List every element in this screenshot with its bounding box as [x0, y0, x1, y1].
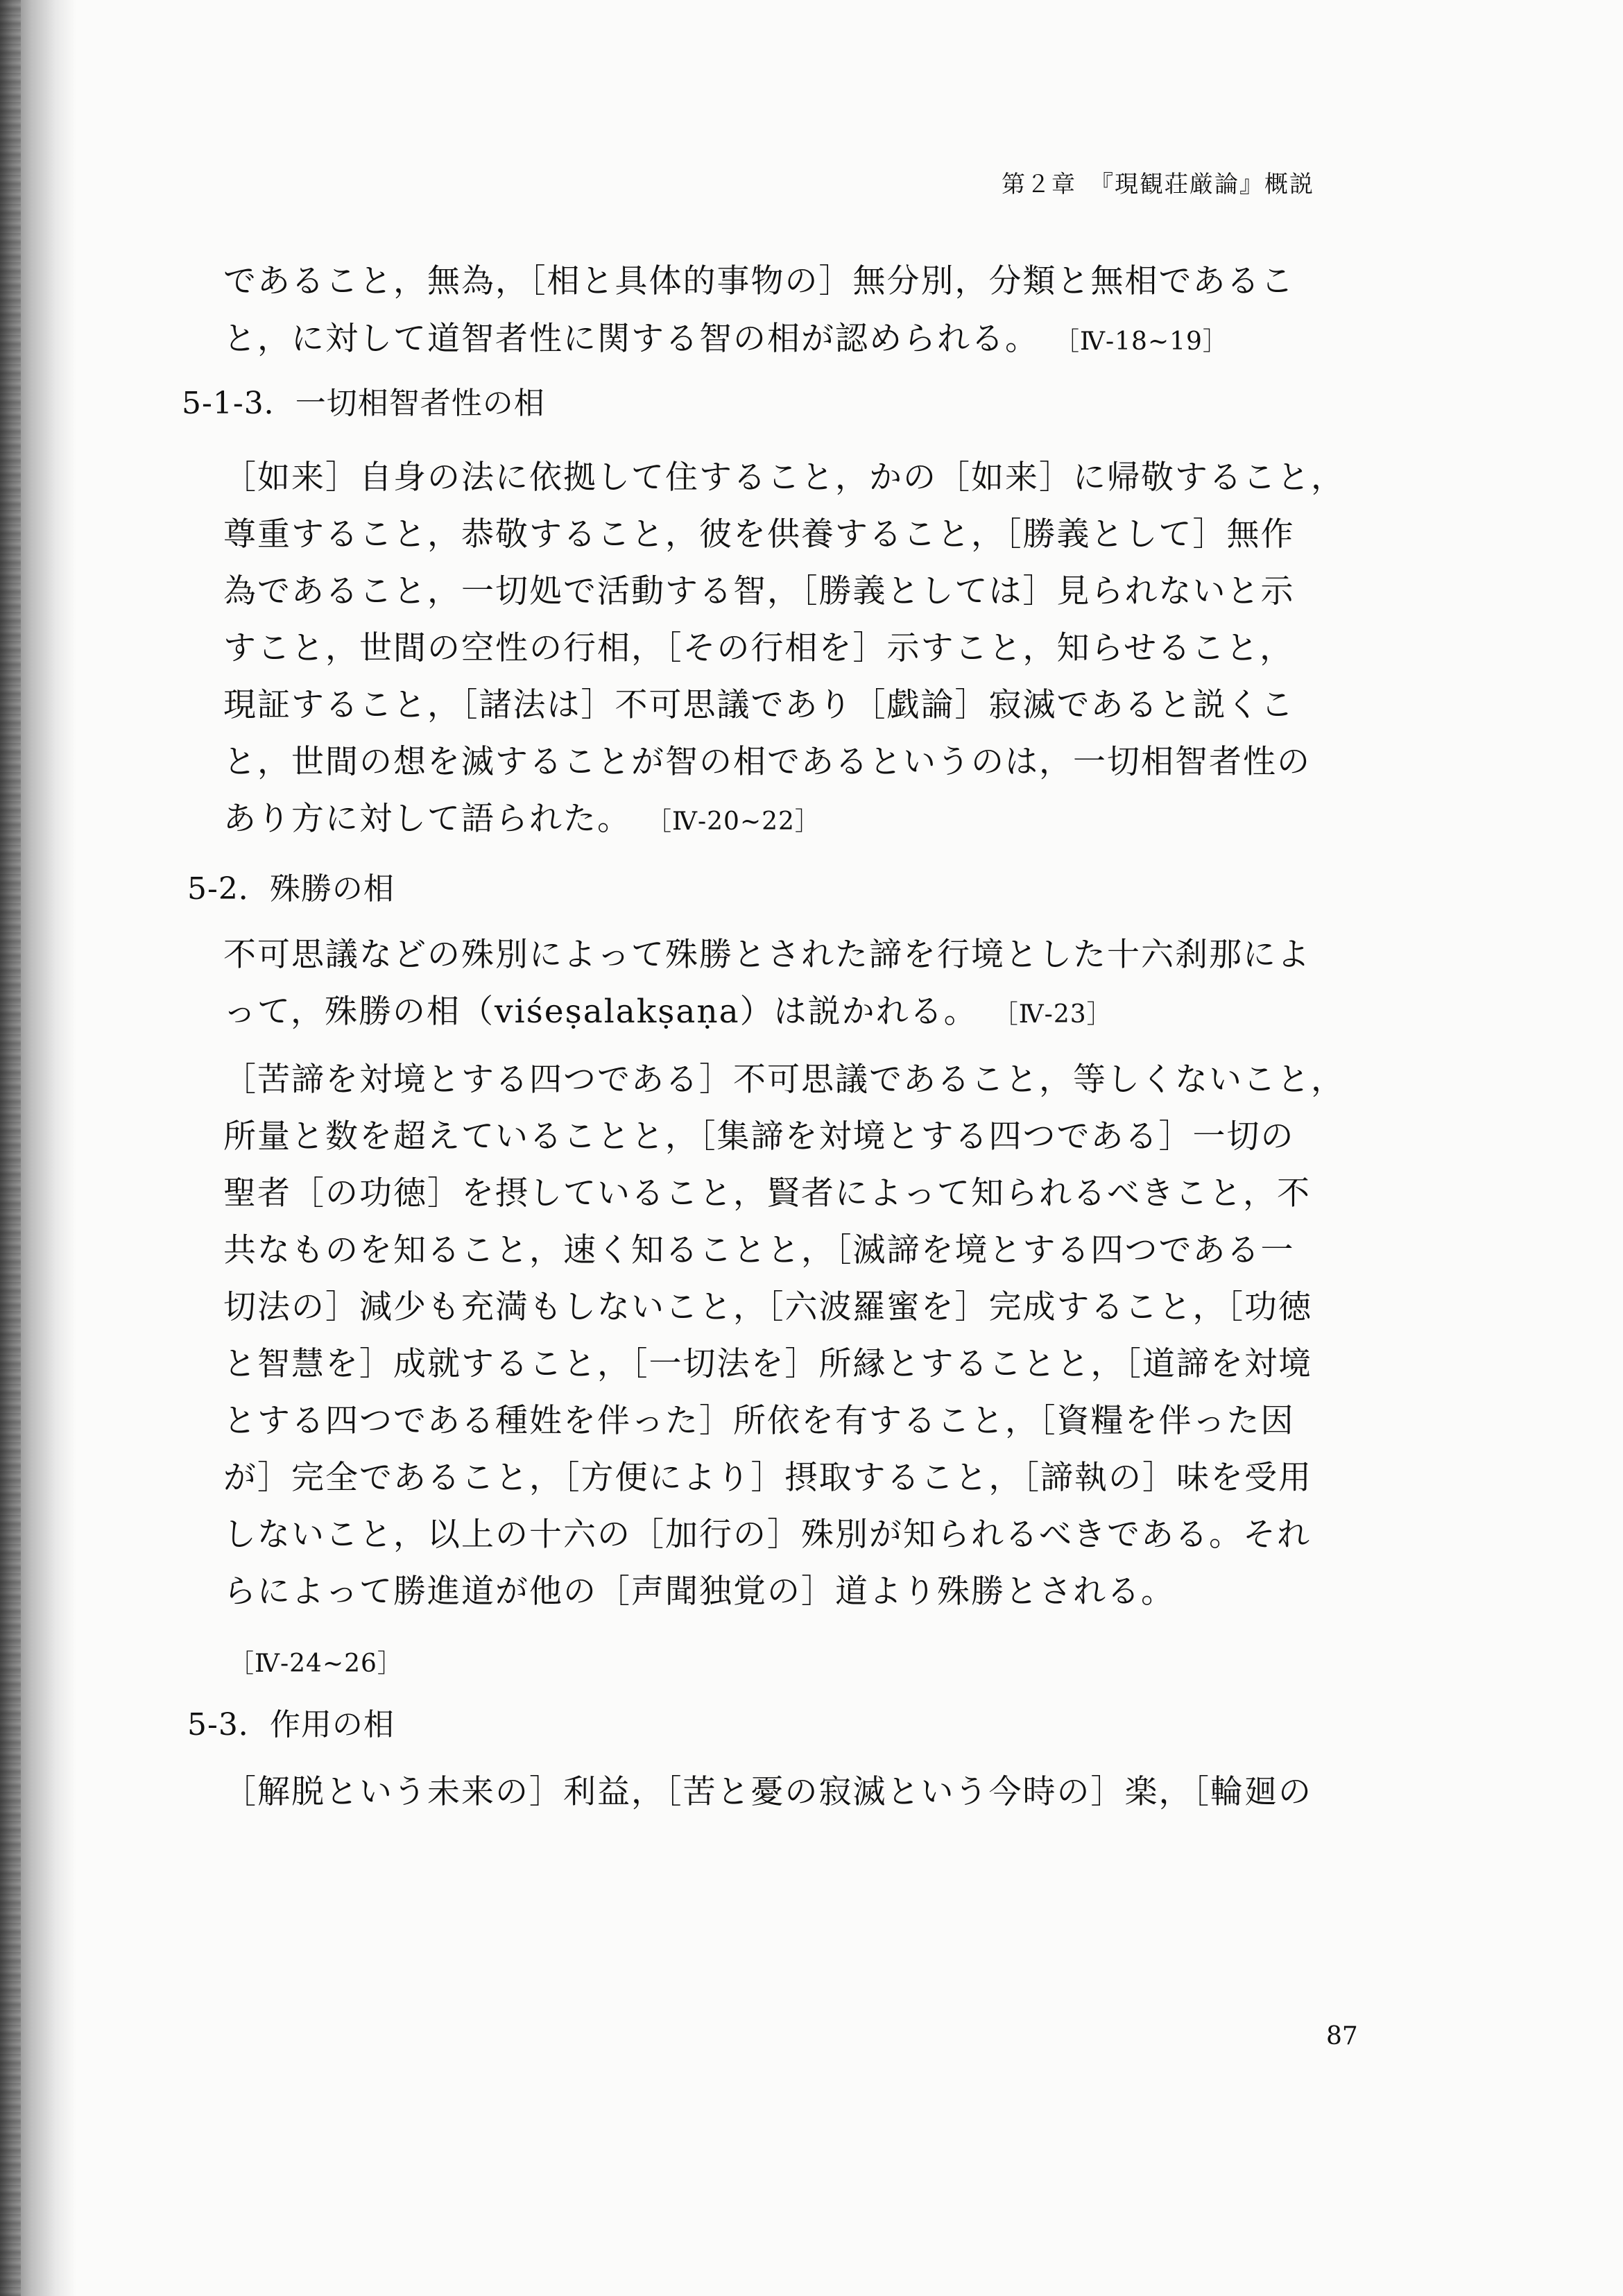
text-line: 聖者［の功徳］を摂していること，賢者によって知られるべきこと，不	[223, 1174, 1311, 1213]
running-header: 第２章 『現観荘厳論』概説	[1002, 171, 1314, 198]
verse-reference: ［Ⅳ-24~26］	[229, 1650, 403, 1678]
verse-reference: ［Ⅳ-20~22］	[659, 807, 821, 836]
section-heading: 5-2．殊勝の相	[187, 871, 395, 907]
text-line	[223, 993, 1113, 1031]
text-line	[223, 800, 821, 838]
text-line	[223, 320, 1228, 358]
section-heading: 5-3．作用の相	[187, 1707, 395, 1742]
text-line: ［苦諦を対境とする四つである］不可思議であること，等しくないこと，	[223, 1061, 1345, 1099]
text-line: しないこと，以上の十六の［加行の］殊別が知られるべきである。それ	[223, 1516, 1311, 1554]
text-line: ［如来］自身の法に依拠して住すること，かの［如来］に帰敬すること，	[223, 459, 1345, 497]
text-fragment: あり方に対して語られた。	[223, 800, 631, 838]
text-line: 所量と数を超えていることと，［集諦を対境とする四つである］一切の	[223, 1117, 1295, 1156]
text-fragment: と，に対して道智者性に関する智の相が認められる。	[223, 320, 1039, 358]
verse-reference: ［Ⅳ-18~19］	[1067, 327, 1228, 356]
text-line: ［解脱という未来の］利益，［苦と憂の寂滅という今時の］楽，［輪廻の	[223, 1773, 1312, 1811]
page-number: 87	[1326, 2022, 1358, 2050]
text-line: らによって勝進道が他の［声聞独覚の］道より殊勝とされる。	[223, 1573, 1175, 1611]
scan-binding-shadow	[0, 0, 76, 2296]
text-line: 切法の］減少も充満もしないこと，［六波羅蜜を］完成すること，［功徳	[223, 1288, 1312, 1326]
text-line: と，世間の想を滅することが智の相であるというのは，一切相智者性の	[223, 743, 1311, 781]
text-line: であること，無為，［相と具体的事物の］無分別，分類と無相であるこ	[223, 262, 1295, 300]
text-line: が］完全であること，［方便により］摂取すること，［諦執の］味を受用	[223, 1459, 1312, 1497]
text-line: と智慧を］成就すること，［一切法を］所縁とすることと，［道諦を対境	[223, 1345, 1312, 1383]
text-line: 不可思議などの殊別によって殊勝とされた諦を行境とした十六刹那によ	[223, 936, 1311, 974]
text-line: 共なものを知ること，速く知ることと，［滅諦を境とする四つである一	[223, 1231, 1295, 1269]
text-fragment: って，殊勝の相（viśeṣalakṣaṇa）は説かれる。	[223, 993, 978, 1031]
text-line: とする四つである種姓を伴った］所依を有すること，［資糧を伴った因	[223, 1402, 1295, 1440]
text-line: 為であること，一切処で活動する智，［勝義としては］見られないと示	[223, 572, 1295, 610]
text-line: 現証すること，［諸法は］不可思議であり［戯論］寂滅であると説くこ	[223, 686, 1295, 724]
text-line: 尊重すること，恭敬すること，彼を供養すること，［勝義として］無作	[223, 515, 1295, 554]
verse-reference: ［Ⅳ-23］	[1005, 1000, 1113, 1029]
text-line: すこと，世間の空性の行相，［その行相を］示すこと，知らせること，	[223, 629, 1294, 667]
section-heading: 5-1-3．一切相智者性の相	[182, 386, 545, 421]
